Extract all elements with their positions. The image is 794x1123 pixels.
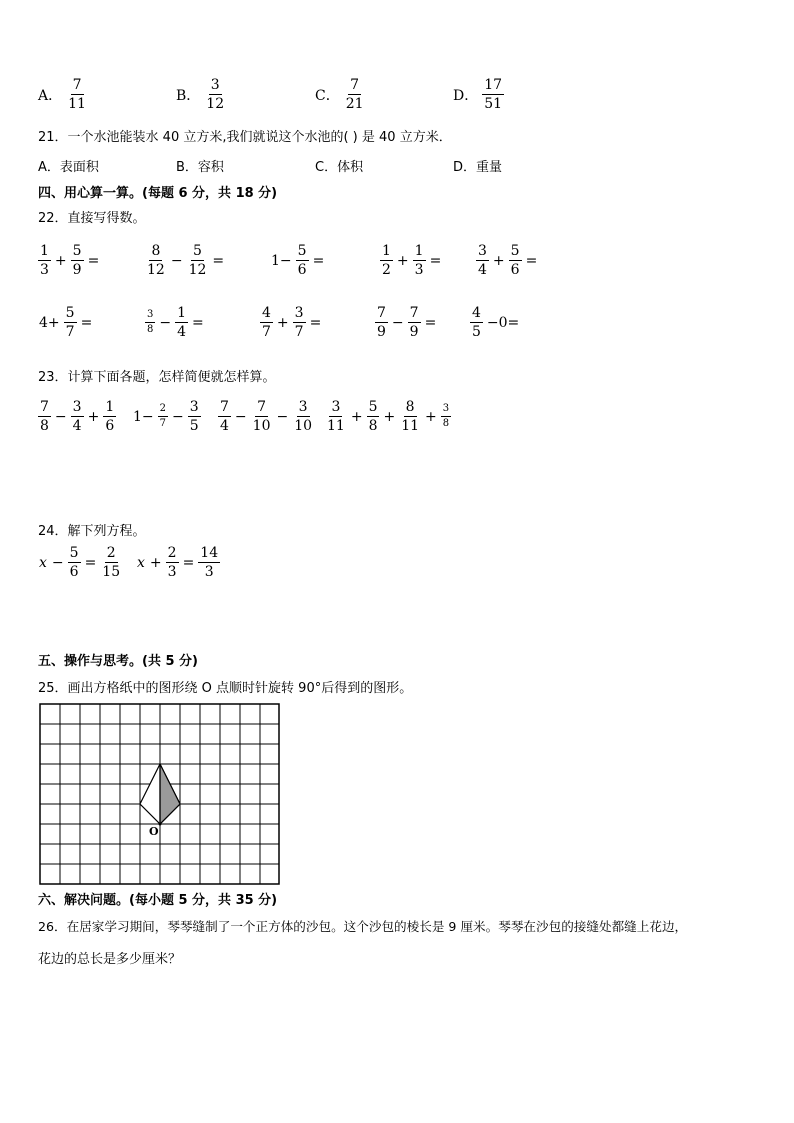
fraction: $\frac{7}{21}$ — [345, 77, 364, 112]
fraction: $\frac{17}{51}$ — [484, 77, 503, 112]
oral-calc-3: 1− $\frac{5}{6}$ = — [271, 243, 325, 278]
section-4-heading: 四、用心算一算。(每题 6 分，共 18 分) — [38, 186, 278, 201]
calc-expr-1: $\frac{7}{8}$ − $\frac{3}{4}$ + $\frac{1}{6}$ — [40, 399, 115, 434]
question-25-text: 25．画出方格纸中的图形绕 O 点顺时针旋转 90°后得到的图形。 — [38, 681, 413, 696]
oral-calc-9: $\frac{7}{9}$ − $\frac{7}{9}$ = — [377, 305, 437, 340]
oral-calc-7: $\frac{3}{8}$ − $\frac{1}{4}$ = — [147, 305, 204, 340]
q21-choice-c[interactable]: C．体积 — [315, 160, 364, 175]
question-26-line-1: 26．在居家学习期间，琴琴缝制了一个正方体的沙包。这个沙包的棱长是 9 厘米。琴琴在沙包的接缝处都缝上花边， — [38, 919, 688, 934]
choice-label: A． — [38, 87, 63, 104]
choice-label: B． — [176, 87, 201, 104]
oral-calc-10: $\frac{4}{5}$ −0= — [472, 305, 520, 340]
calc-expr-3: $\frac{7}{4}$ − $\frac{7}{10}$ − $\frac{3}{10}$ — [220, 399, 313, 434]
fraction: $\frac{7}{11}$ — [68, 77, 86, 112]
choice-d[interactable] — [453, 78, 504, 111]
choice-label: C． — [315, 87, 340, 104]
oral-calc-8: $\frac{4}{7}$ + $\frac{3}{7}$ = — [262, 305, 322, 340]
oral-calc-6: 4+ $\frac{5}{7}$ = — [39, 305, 93, 340]
equation-1: x − $\frac{5}{6}$ = $\frac{2}{15}$ — [39, 545, 121, 580]
equation-2: x + $\frac{2}{3}$ = $\frac{14}{3}$ — [137, 545, 219, 580]
question-26-line-2: 花边的总长是多少厘米？ — [38, 952, 182, 967]
choice-a[interactable] — [38, 78, 88, 111]
choice-c[interactable] — [315, 78, 366, 111]
point-o-label: O — [149, 825, 159, 838]
section-6-heading: 六、解决问题。(每小题 5 分，共 35 分) — [38, 893, 278, 908]
oral-calc-1: $\frac{1}{3}$ + $\frac{5}{9}$ = — [40, 243, 100, 278]
section-5-heading: 五、操作与思考。(共 5 分) — [38, 654, 198, 669]
q21-choice-b[interactable]: B．容积 — [176, 160, 224, 175]
oral-calc-2: $\frac{8}{12}$ − $\frac{5}{12}$ = — [147, 243, 225, 278]
oral-calc-4: $\frac{1}{2}$ + $\frac{1}{3}$ = — [382, 243, 442, 278]
calc-expr-2: 1− $\frac{2}{7}$ − $\frac{3}{5}$ — [133, 399, 199, 434]
question-24-text: 24．解下列方程。 — [38, 524, 146, 539]
kite-shape — [140, 764, 180, 824]
q21-choice-a[interactable]: A．表面积 — [38, 160, 99, 175]
q21-choice-d[interactable]: D．重量 — [453, 160, 503, 175]
choice-b[interactable] — [176, 78, 226, 111]
oral-calc-5: $\frac{3}{4}$ + $\frac{5}{6}$ = — [478, 243, 538, 278]
question-21-text: 21．一个水池能装水 40 立方米,我们就说这个水池的( ) 是 40 立方米． — [38, 130, 452, 145]
calc-expr-4: $\frac{3}{11}$ + $\frac{5}{8}$ + $\frac{8}{11}$ + $\frac{3}{8}$ — [327, 399, 450, 434]
question-22-text: 22．直接写得数。 — [38, 211, 146, 226]
question-23-text: 23．计算下面各题，怎样简便就怎样算。 — [38, 370, 276, 385]
grid-paper — [38, 703, 281, 887]
choice-label: D． — [453, 87, 479, 104]
fraction: $\frac{3}{12}$ — [206, 77, 225, 112]
